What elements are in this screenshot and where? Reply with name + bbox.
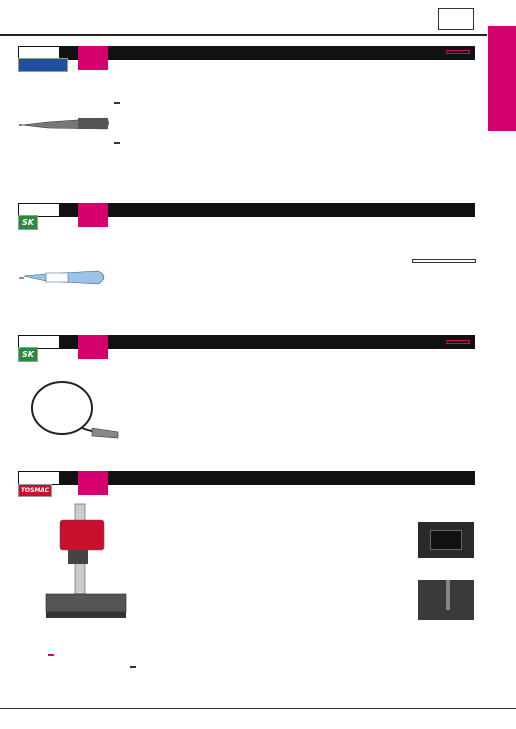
recommend-badge [446,340,470,344]
peck-marker-image [22,370,122,450]
sk-logo: SK [18,215,38,230]
flyer-link[interactable] [48,654,54,656]
carving-pen-image [18,262,113,294]
sub-table-label [114,142,120,144]
controller-photo [418,522,474,558]
page-header [0,0,487,36]
page-footer [0,708,516,729]
notice-banner [58,37,483,46]
engraving-sample-photo [418,580,474,620]
recommend-badge [446,50,470,54]
index-main-tab[interactable] [488,26,516,131]
marker-pen-image [18,108,113,138]
stock-count-badge [78,203,108,227]
minimo-logo [18,58,68,72]
sk-logo: SK [18,347,38,362]
stock-count-badge [78,46,108,70]
tosmac-logo: TOSMAC [18,484,52,497]
dot-marker-machine-image [40,500,140,622]
stock-badge [438,8,474,30]
stock-count-badge [78,471,108,495]
category-index [477,26,516,706]
table-label [130,666,136,668]
table-label [114,102,120,104]
battery-option-box [412,259,476,263]
maker-name [18,471,60,485]
stock-count-badge [78,335,108,359]
